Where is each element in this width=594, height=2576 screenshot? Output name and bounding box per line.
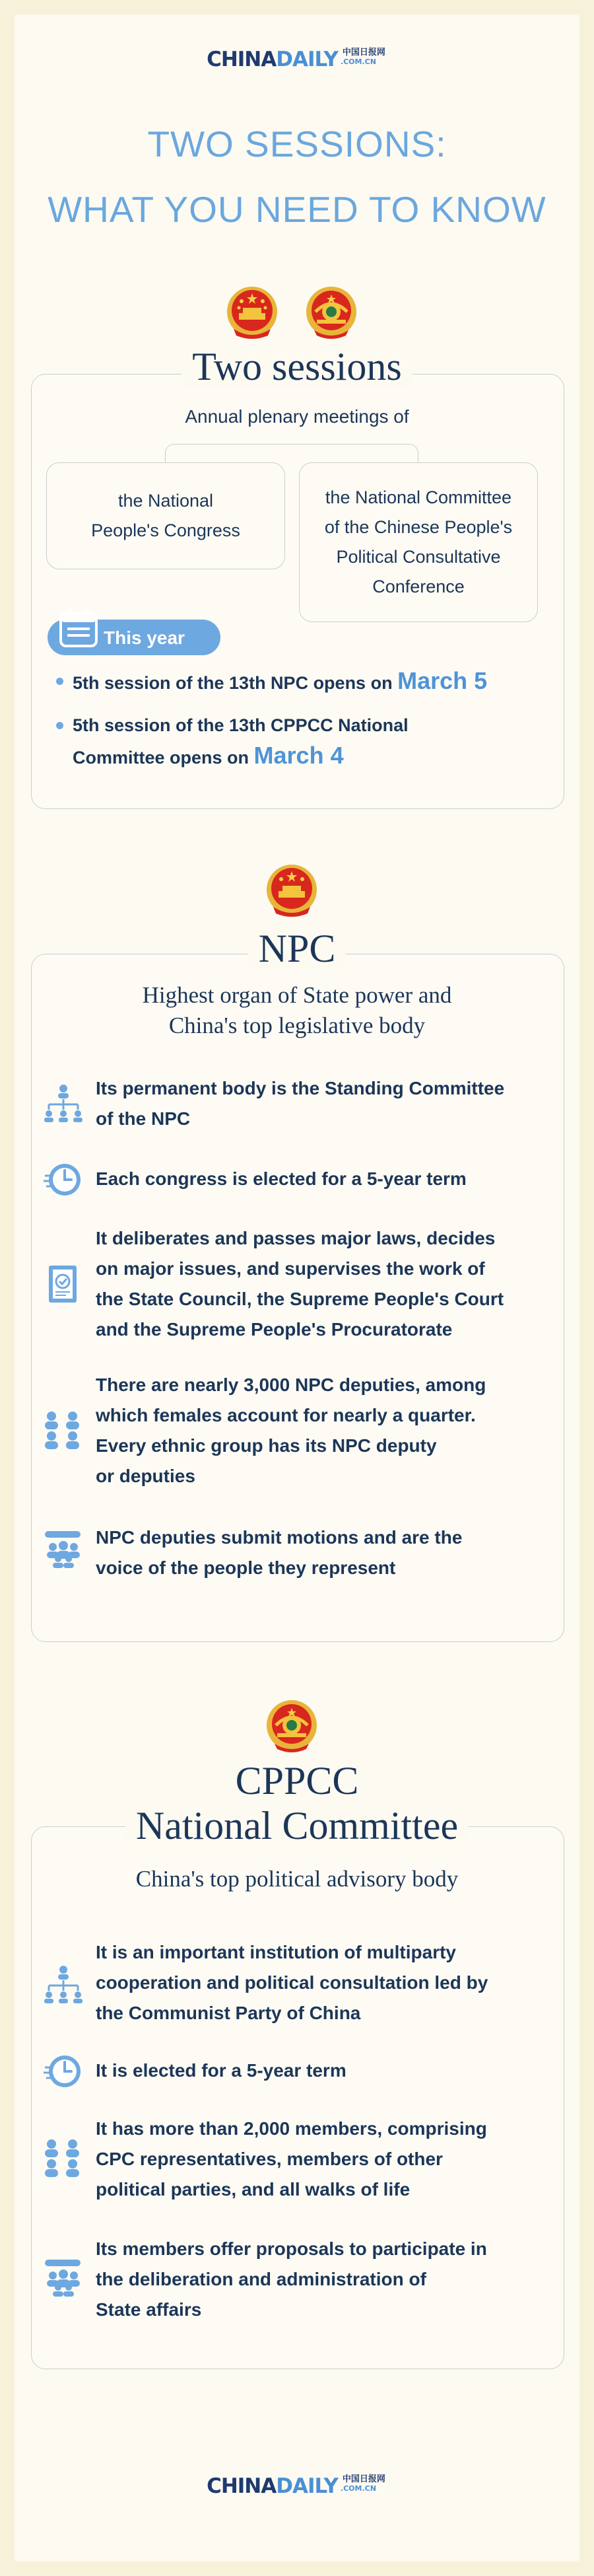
document-seal-icon bbox=[40, 1260, 87, 1308]
npc-box: the National People's Congress bbox=[46, 462, 285, 569]
npc-subtitle-line1: Highest organ of State power and bbox=[142, 982, 452, 1008]
people-group-icon bbox=[40, 1407, 87, 1454]
cppcc-emblem-icon bbox=[264, 1696, 319, 1754]
clock-icon bbox=[40, 2048, 87, 2095]
npc-item-functions: It deliberates and passes major laws, decides on major issues, and supervises the work of the State Council, the Supreme People's Court and the Supreme People's Procuratorate bbox=[96, 1228, 504, 1340]
podium-people-icon bbox=[40, 1526, 87, 1573]
cppcc-subtitle: China's top political advisory body bbox=[135, 1866, 459, 1892]
org-chart-icon bbox=[40, 1962, 87, 2009]
org-chart-icon bbox=[40, 1081, 87, 1128]
cppcc-item-institution: It is an important institution of multiparty cooperation and political consultation led by the Communist Party of China bbox=[96, 1942, 488, 2023]
cppcc-item-members: It has more than 2,000 members, comprising CPC representatives, members of other political parties, and all walks of life bbox=[96, 2118, 487, 2200]
npc-item-motions: NPC deputies submit motions and are the voice of the people they represent bbox=[96, 1527, 463, 1578]
npc-item-deputies: There are nearly 3,000 NPC deputies, among which females account for nearly a quarter. Every ethnic group has its NPC deputy or deputies bbox=[96, 1375, 486, 1486]
cppcc-item-proposals: Its members offer proposals to participate in the deliberation and administration of State affairs bbox=[96, 2238, 487, 2320]
cppcc-item-term: It is elected for a 5-year term bbox=[96, 2060, 346, 2081]
cppcc-heading-line1: CPPCC bbox=[0, 1760, 594, 1802]
chinadaily-logo-top[interactable]: CHINADAILY $^{中国日报网}$ $^{.COM.CN}$ bbox=[207, 48, 385, 71]
national-emblem-icon bbox=[224, 283, 280, 341]
two-sessions-heading: Two sessions bbox=[0, 345, 594, 388]
cppcc-date-bullet: 5th session of the 13th CPPCC National Committee opens on March 4 bbox=[56, 710, 544, 773]
chinadaily-logo-bottom[interactable]: CHINADAILY $^{中国日报网}$ $^{.COM.CN}$ bbox=[207, 2474, 385, 2498]
npc-date-bullet: 5th session of the 13th NPC opens on March 5 bbox=[56, 666, 544, 698]
podium-people-icon bbox=[40, 2254, 87, 2302]
people-group-icon bbox=[40, 2135, 87, 2182]
bullet-dot bbox=[56, 722, 63, 729]
main-title-line1: TWO SESSIONS: bbox=[147, 124, 447, 164]
national-emblem-icon bbox=[264, 861, 319, 919]
cppcc-emblem-icon bbox=[304, 283, 359, 341]
npc-item-standing-committee: Its permanent body is the Standing Committee of the NPC bbox=[96, 1078, 505, 1129]
this-year-badge: This year bbox=[48, 620, 220, 655]
clock-icon bbox=[40, 1156, 87, 1203]
bullet-dot bbox=[56, 678, 63, 685]
npc-heading: NPC bbox=[0, 927, 594, 970]
cppcc-heading-line2: National Committee bbox=[0, 1805, 594, 1847]
calendar-icon bbox=[58, 608, 99, 649]
annual-plenary-label: Annual plenary meetings of bbox=[185, 406, 409, 427]
main-title-line2: WHAT YOU NEED TO KNOW bbox=[48, 189, 546, 230]
npc-subtitle-line2: China's top legislative body bbox=[168, 1013, 426, 1038]
npc-item-term: Each congress is elected for a 5-year term bbox=[96, 1168, 467, 1189]
cppcc-box: the National Committee of the Chinese People's Political Consultative Conference bbox=[299, 462, 538, 622]
